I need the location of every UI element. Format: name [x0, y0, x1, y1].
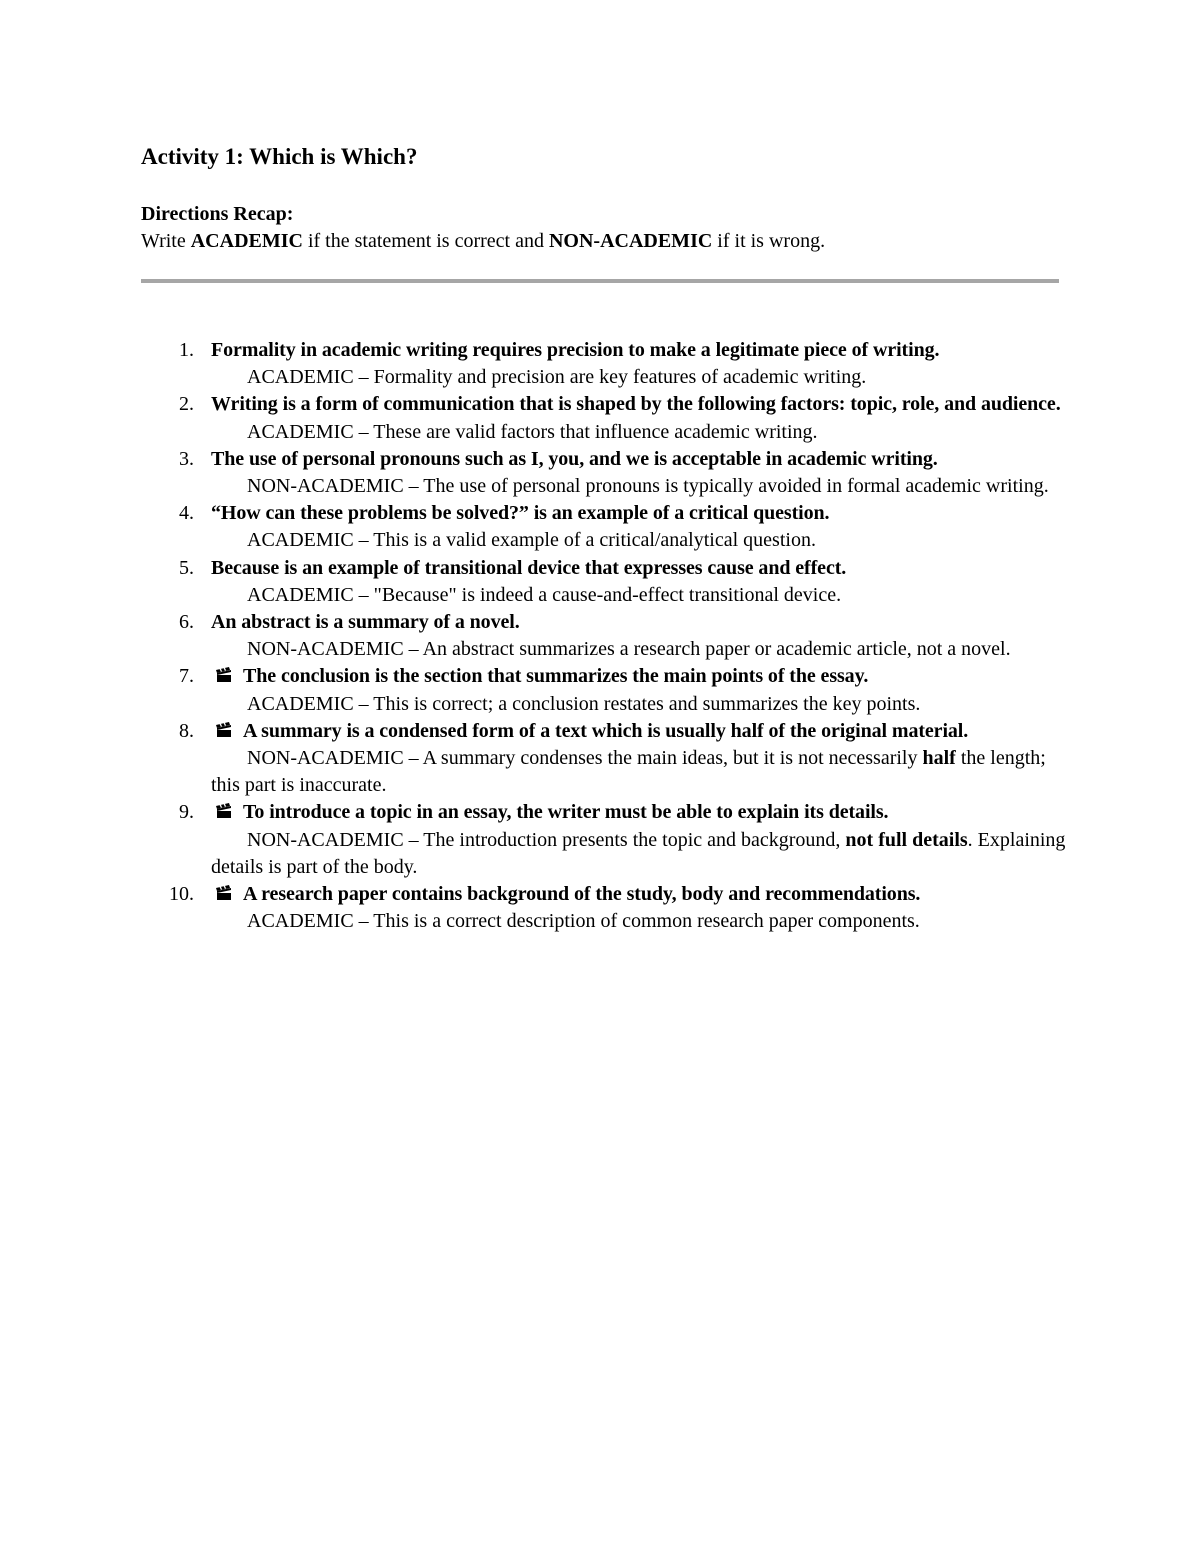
- clapperboard-icon: [215, 885, 233, 901]
- list-item: [0, 555, 1071, 609]
- item-question: [211, 718, 1071, 745]
- answer-list: [0, 337, 1200, 935]
- item-number: 4.: [179, 502, 194, 525]
- clapperboard-icon: [215, 667, 233, 683]
- item-verdict: ACADEMIC: [247, 366, 354, 389]
- item-answer: [211, 473, 1071, 500]
- clapperboard-icon: [215, 722, 233, 738]
- item-question: The use of personal pronouns such as I, you, and we is acceptable in academic writing.: [211, 447, 938, 470]
- item-question: Formality in academic writing requires precision to make a legitimate piece of writing.: [211, 339, 940, 361]
- list-item: [0, 391, 1071, 445]
- list-item: [0, 446, 1071, 500]
- item-explanation: – This is a correct description of common research paper components.: [353, 910, 920, 933]
- item-question-text: A research paper contains background of the study, body and recommendations.: [243, 883, 921, 906]
- horizontal-divider: [141, 279, 1059, 283]
- item-verdict: NON-ACADEMIC: [247, 828, 404, 851]
- list-item: [0, 337, 1071, 391]
- item-verdict: ACADEMIC: [247, 910, 354, 933]
- item-question: Writing is a form of communication that is shaped by the following factors: topic, role, and audience.: [211, 393, 1061, 416]
- item-answer: [211, 582, 1071, 609]
- item-answer: [211, 745, 1071, 799]
- list-item: [0, 881, 1071, 935]
- list-item: [0, 718, 1071, 800]
- item-answer: [211, 419, 1071, 446]
- item-answer: [211, 636, 1071, 663]
- item-explanation-emphasis: half: [922, 747, 956, 770]
- directions-text-part: if the statement is correct and: [302, 230, 549, 252]
- directions-text-part: Write: [141, 230, 191, 252]
- item-verdict: ACADEMIC: [247, 583, 354, 606]
- item-explanation: the length; this part is inaccurate.: [211, 747, 1046, 797]
- item-question: Because is an example of transitional device that expresses cause and effect.: [211, 556, 847, 579]
- item-verdict: NON-ACADEMIC: [247, 475, 404, 498]
- clapperboard-icon: [215, 803, 233, 819]
- item-question-text: To introduce a topic in an essay, the writer must be able to explain its details.: [243, 801, 889, 824]
- list-item: [0, 799, 1071, 881]
- item-explanation: – The introduction presents the topic and background,: [403, 828, 846, 851]
- item-number: 7.: [179, 665, 194, 688]
- directions-text-part: if it is wrong.: [712, 230, 826, 252]
- item-explanation: – Formality and precision are key features of academic writing.: [353, 366, 867, 389]
- item-question-text: A summary is a condensed form of a text which is usually half of the original material.: [243, 719, 969, 742]
- item-answer: [211, 908, 1071, 935]
- item-verdict: NON-ACADEMIC: [247, 638, 404, 661]
- item-number: 3.: [179, 447, 194, 470]
- item-answer: [211, 691, 1071, 718]
- item-explanation: – This is a valid example of a critical/analytical question.: [353, 529, 816, 552]
- item-question: An abstract is a summary of a novel.: [211, 611, 520, 634]
- item-explanation: – This is correct; a conclusion restates and summarizes the key points.: [353, 692, 921, 715]
- item-number: 8.: [179, 719, 194, 742]
- directions-non-academic-keyword: NON-ACADEMIC: [548, 230, 713, 252]
- directions-academic-keyword: ACADEMIC: [190, 230, 303, 252]
- item-explanation: – "Because" is indeed a cause-and-effect transitional device.: [353, 583, 842, 606]
- item-number: 1.: [179, 339, 194, 361]
- directions-text: [141, 230, 825, 253]
- item-number: 6.: [179, 611, 194, 634]
- item-answer: [211, 827, 1071, 881]
- item-verdict: ACADEMIC: [247, 529, 354, 552]
- item-verdict: ACADEMIC: [247, 692, 354, 715]
- directions-heading: Directions Recap:: [141, 203, 294, 225]
- item-question: [211, 799, 1071, 826]
- item-answer: [211, 364, 1071, 391]
- item-explanation: – A summary condenses the main ideas, but it is not necessarily: [403, 747, 923, 770]
- item-question: “How can these problems be solved?” is an example of a critical question.: [211, 502, 830, 525]
- item-explanation: – These are valid factors that influence academic writing.: [353, 420, 818, 443]
- list-item: [0, 609, 1071, 663]
- item-question-text: The conclusion is the section that summarizes the main points of the essay.: [243, 665, 869, 688]
- list-item: [0, 663, 1071, 717]
- item-question: [211, 663, 1071, 690]
- item-number: 9.: [179, 801, 194, 824]
- item-explanation: – The use of personal pronouns is typically avoided in formal academic writing.: [403, 475, 1049, 498]
- item-explanation: – An abstract summarizes a research paper or academic article, not a novel.: [403, 638, 1011, 661]
- item-verdict: ACADEMIC: [247, 420, 354, 443]
- item-question: [211, 881, 1071, 908]
- item-number: 2.: [179, 393, 194, 416]
- item-explanation: . Explaining details is part of the body.: [211, 828, 1066, 878]
- item-number: 5.: [179, 556, 194, 579]
- item-answer: [211, 527, 1071, 554]
- item-explanation-emphasis: not full details: [845, 828, 968, 851]
- list-item: [0, 500, 1071, 554]
- item-number: 10.: [169, 883, 194, 906]
- item-verdict: NON-ACADEMIC: [247, 747, 404, 770]
- activity-title: Activity 1: Which is Which?: [141, 144, 418, 169]
